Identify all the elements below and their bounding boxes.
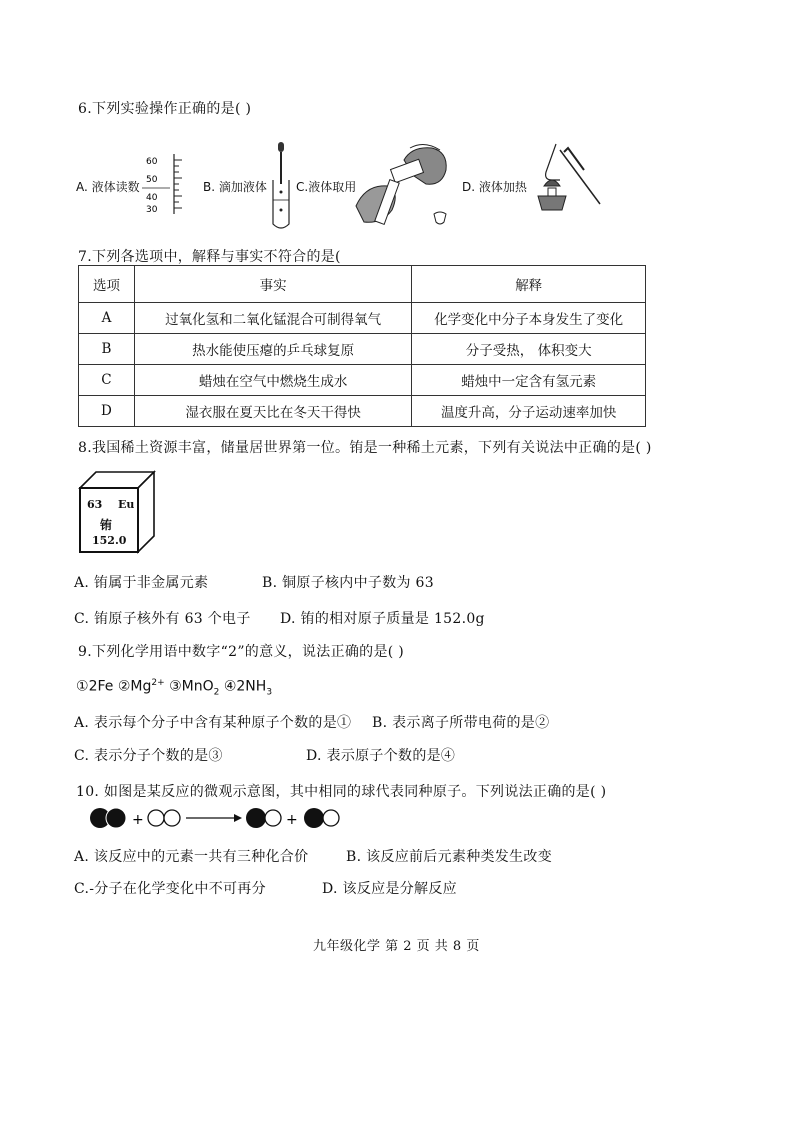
formula-2: Mg: [130, 678, 152, 695]
hands-pouring-icon: [352, 140, 452, 232]
q9-option-c: C. 表示分子个数的是③: [74, 748, 223, 764]
black-atom-icon: [106, 808, 126, 828]
header-explanation: 解释: [412, 266, 646, 303]
q8-option-b: B. 铜原子核内中子数为 63: [262, 575, 434, 591]
scale-tick-60: 60: [146, 157, 158, 167]
row-fact: 过氧化氢和二氧化锰混合可制得氧气: [134, 303, 411, 334]
arrow-head-icon: [234, 814, 242, 822]
q8-option-c: C. 铕原子核外有 63 个电子: [74, 611, 251, 627]
q8-option-d: D. 铕的相对原子质量是 152.0g: [280, 611, 485, 627]
q6-option-c: C.液体取用: [296, 180, 357, 194]
row-option: D: [79, 396, 135, 427]
page-footer: 九年级化学 第 2 页 共 8 页: [313, 939, 480, 954]
scale-tick-50: 50: [146, 175, 158, 185]
plus-sign: +: [286, 812, 298, 828]
element-mass: 152.0: [92, 534, 127, 547]
q9-option-d: D. 表示原子个数的是④: [306, 748, 456, 764]
dropper-test-tube-icon: [268, 140, 294, 232]
row-explanation: 温度升高，分子运动速率加快: [412, 396, 646, 427]
q9-formulas: [76, 678, 272, 697]
q9-option-b: B. 表示离子所带电荷的是②: [372, 715, 550, 731]
q10-option-d: D. 该反应是分解反应: [322, 881, 457, 897]
formula-4-subscript: 3: [266, 687, 273, 698]
q8-stem: 8.我国稀土资源丰富，储量居世界第一位。铕是一种稀土元素，下列有关说法中正确的是( ): [78, 440, 652, 456]
q6-stem: 6.下列实验操作正确的是( ): [78, 101, 252, 117]
plus-sign: +: [132, 812, 144, 828]
formula-1: 2Fe: [88, 678, 114, 695]
element-name: 铕: [100, 518, 113, 532]
element-symbol: Eu: [118, 498, 135, 511]
row-fact: 湿衣服在夏天比在冬天干得快: [134, 396, 411, 427]
header-fact: 事实: [134, 266, 411, 303]
row-explanation: 分子受热， 体积变大: [412, 334, 646, 365]
q6-option-b: B. 滴加液体: [203, 180, 267, 194]
q10-option-c: C.-分子在化学变化中不可再分: [74, 881, 266, 897]
white-atom-icon: [265, 810, 281, 826]
header-option: 选项: [79, 266, 135, 303]
test-tube-heating-icon: [526, 140, 606, 216]
table-header-row: [79, 266, 646, 303]
row-option: B: [79, 334, 135, 365]
formula-1-num: ①: [76, 678, 89, 695]
formula-2-num: ②: [117, 678, 131, 695]
formula-4: 2NH: [236, 678, 267, 695]
formula-3: MnO: [181, 678, 214, 695]
row-fact: 热水能使压瘪的乒乓球复原: [134, 334, 411, 365]
q10-stem: 10. 如图是某反应的微观示意图，其中相同的球代表同种原子。下列说法正确的是( ): [76, 784, 607, 800]
q8-option-a: A. 铕属于非金属元素: [74, 575, 209, 591]
formula-2-charge: 2+: [151, 678, 165, 688]
white-atom-icon: [148, 810, 164, 826]
q9-option-a: A. 表示每个分子中含有某种原子个数的是①: [74, 715, 352, 731]
white-atom-icon: [164, 810, 180, 826]
q7-stem: 7.下列各选项中，解释与事实不符合的是(: [78, 249, 341, 265]
row-option: A: [79, 303, 135, 334]
q6-option-d: D. 液体加热: [462, 180, 527, 194]
q9-stem: 9.下列化学用语中数字“2”的意义，说法正确的是( ): [78, 644, 405, 660]
white-atom-icon: [323, 810, 339, 826]
q10-option-a: A. 该反应中的元素一共有三种化合价: [74, 849, 309, 865]
row-fact: 蜡烛在空气中燃烧生成水: [134, 365, 411, 396]
formula-3-subscript: 2: [213, 687, 220, 698]
row-option: C: [79, 365, 135, 396]
black-atom-icon: [246, 808, 266, 828]
formula-4-num: ④: [223, 678, 237, 695]
row-explanation: 蜡烛中一定含有氢元素: [412, 365, 646, 396]
table-row: [79, 303, 646, 334]
element-number: 63: [87, 498, 103, 511]
graduated-scale-icon: [140, 150, 184, 218]
q10-option-b: B. 该反应前后元素种类发生改变: [346, 849, 552, 865]
facts-table: [78, 265, 646, 427]
scale-tick-30: 30: [146, 205, 158, 215]
formula-3-num: ③: [169, 678, 182, 695]
q6-option-a: A. 液体读数: [76, 180, 140, 194]
table-row: [79, 396, 646, 427]
table-row: [79, 334, 646, 365]
black-atom-icon: [304, 808, 324, 828]
scale-tick-40: 40: [146, 193, 158, 203]
row-explanation: 化学变化中分子本身发生了变化: [412, 303, 646, 334]
table-row: [79, 365, 646, 396]
reaction-diagram: [88, 804, 358, 834]
